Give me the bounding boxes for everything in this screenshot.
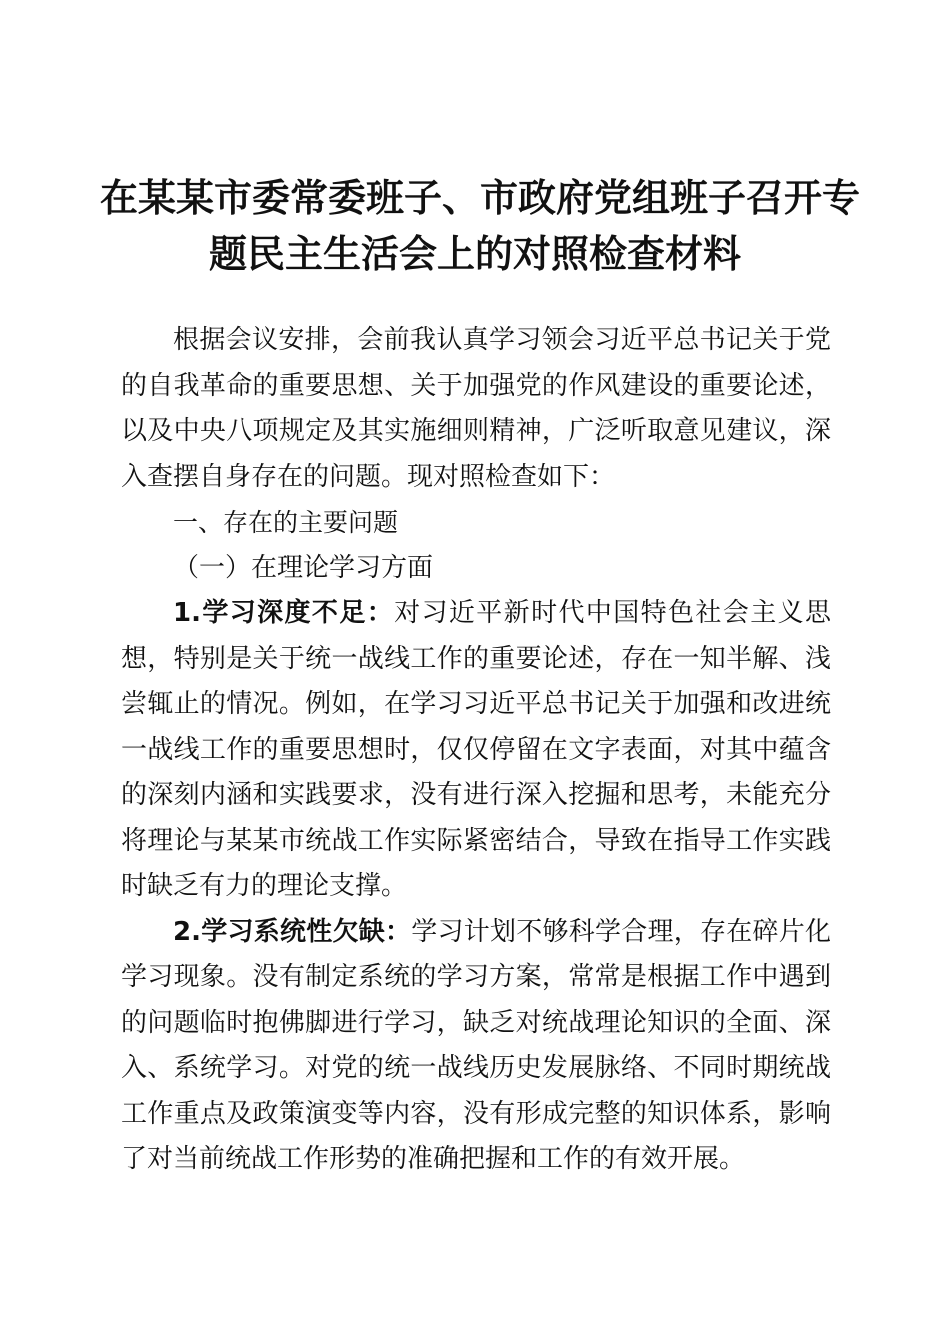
- item-2-lead: 2.学习系统性欠缺：: [173, 916, 412, 947]
- intro-paragraph: 根据会议安排，会前我认真学习领会习近平总书记关于党的自我革命的重要思想、关于加强党的作风建设的重要论述，以及中央八项规定及其实施细则精神，广泛听取意见建议，深入查摆自身存在的问题。现对照检查如下：: [121, 325, 831, 492]
- item-1-lead: 1.学习深度不足：: [173, 598, 395, 628]
- subsection-heading: （一）在理论学习方面: [173, 552, 434, 583]
- item-1-paragraph: [121, 591, 831, 910]
- item-2-text: 学习计划不够科学合理，存在碎片化学习现象。没有制定系统的学习方案，常常是根据工作中遇到的问题临时抱佛脚进行学习，缺乏对统战理论知识的全面、深入、系统学习。对党的统一战线历史发展脉络、不同时期统战工作重点及政策演变等内容，没有形成完整的知识体系，影响了对当前统战工作形势的准确把握和工作的有效开展。: [121, 916, 831, 1174]
- section-heading: 一、存在的主要问题: [173, 508, 399, 537]
- title-line-2: 题民主生活会上的对照检查材料: [208, 231, 741, 276]
- item-1-text: 对习近平新时代中国特色社会主义思想，特别是关于统一战线工作的重要论述，存在一知半解、浅尝辄止的情况。例如，在学习习近平总书记关于加强和改进统一战线工作的重要思想时，仅仅停留在文字表面，对其中蕴含的深刻内涵和实践要求，没有进行深入挖掘和思考，未能充分将理论与某某市统战工作实际紧密结合，导致在指导工作实践时缺乏有力的理论支撑。: [121, 598, 831, 901]
- title-line-1: 在某某市委常委班子、市政府党组班子召开专: [100, 175, 861, 220]
- document-title: [100, 170, 861, 282]
- item-2-paragraph: [121, 910, 831, 1183]
- document-body: [121, 318, 831, 1183]
